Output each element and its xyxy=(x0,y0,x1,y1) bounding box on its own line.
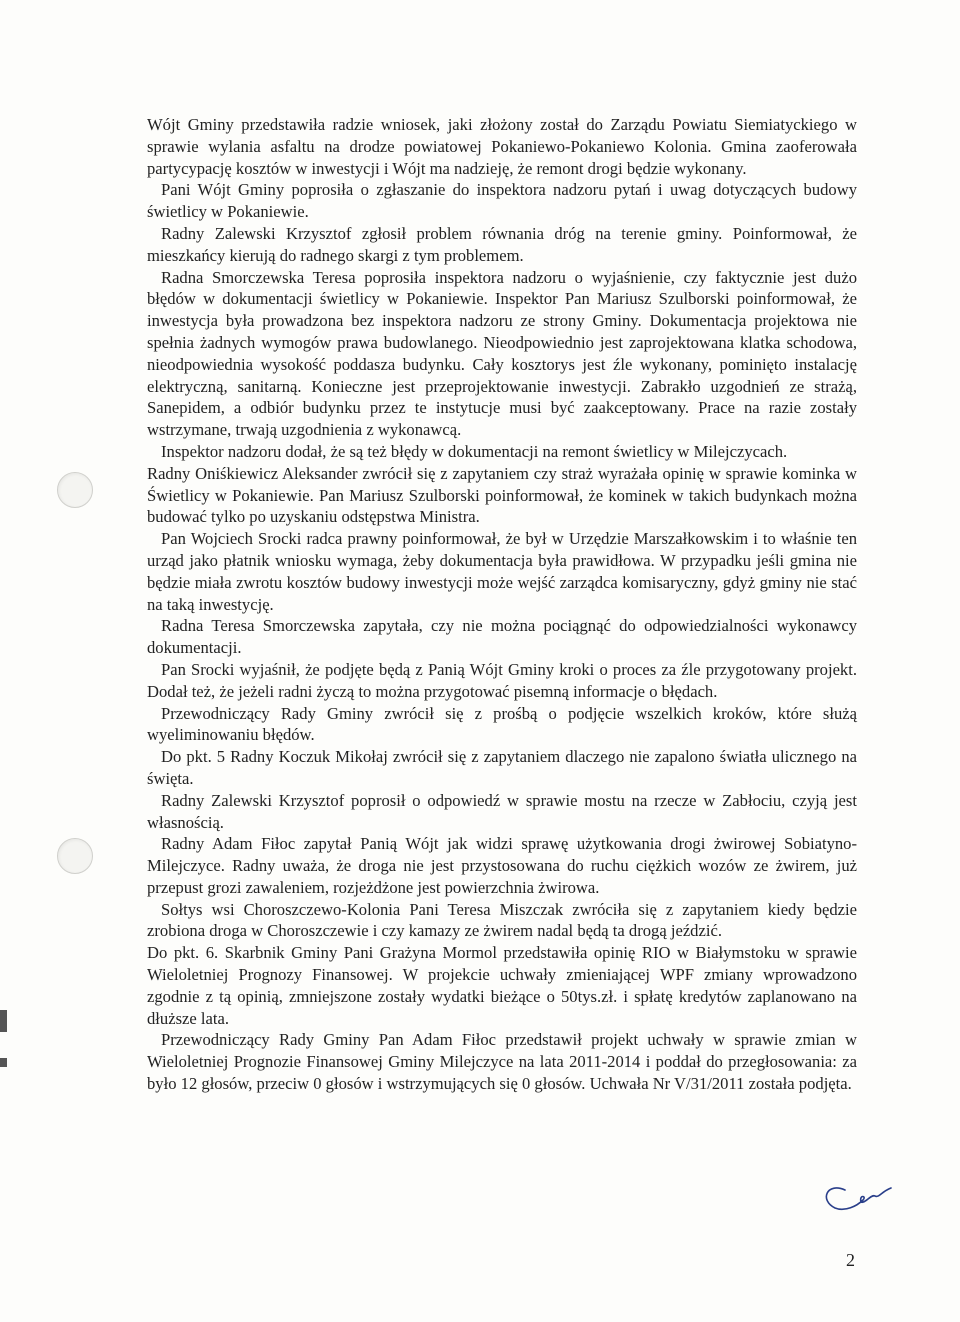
page-number: 2 xyxy=(846,1250,855,1270)
paragraph: Radna Smorczewska Teresa poprosiła inspektora nadzoru o wyjaśnienie, czy faktycznie jest dużo błędów w dokumentacji świetlicy w Pokaniewie. Inspektor Pan Mariusz Szulborski poinformował, że inwestycja była prowadzona bez inspektora nadzoru ze strony Gminy. Dokumentacja projektowa nie spełnia żadnych wymogów prawa budowlanego. Nieodpowiednio jest zaprojektowana klatka schodowa, nieodpowiednia wysokość poddasza budynku. Cały kosztorys jest źle wykonany, pominięto instalację elektryczną, sanitarną. Konieczne jest przeprojektowanie inwestycji. Zabrakło uzgodnień ze strażą, Sanepidem, a odbiór budynku przez te instytucje musi być zaakceptowany. Prace na razie zostały wstrzymane, trwają uzgodnienia z wykonawcą. xyxy=(147,267,857,440)
body-text xyxy=(147,114,857,1095)
punch-hole xyxy=(57,838,93,874)
paragraph: Radna Teresa Smorczewska zapytała, czy nie można pociągnąć do odpowiedzialności wykonawcy dokumentacji. xyxy=(147,616,857,658)
paragraph: Pan Wojciech Srocki radca prawny poinformował, że był w Urzędzie Marszałkowskim i to właśnie ten urząd jako płatnik wniosku wymaga, żeby dokumentacja była prawidłowa. W przypadku jeśli gmina nie będzie miała zwrotu kosztów budowy inwestycji może wejść zarządca komisaryczny, gdyż gminy nie stać na taką inwestycję. xyxy=(147,529,857,614)
paragraph: Radny Zalewski Krzysztof zgłosił problem równania dróg na terenie gminy. Poinformował, że mieszkańcy kierują do radnego skargi z tym problemem. xyxy=(147,223,857,265)
paragraph: Do pkt. 6. Skarbnik Gminy Pani Grażyna Mormol przedstawiła opinię RIO w Białymstoku w sprawie Wieloletniej Prognozy Finansowej. W projekcie uchwały zmieniającej WPF zmiany wprowadzono zgodnie z tą opinią, zmniejszone zostały wydatki bieżące o 50tys.zł. i spłatę kredytów zaplanowano na dłuższe lata. xyxy=(147,943,857,1028)
scan-edge-mark xyxy=(0,1010,7,1032)
paragraph: Przewodniczący Rady Gminy Pan Adam Fiłoc przedstawił projekt uchwały w sprawie zmian w Wieloletniej Prognozie Finansowej Gminy Milejczyce na lata 2011-2014 i poddał do przegłosowania: za było 12 głosów, przeciw 0 głosów i wstrzymujących się 0 głosów. Uchwała Nr V/31/2011 została podjęta. xyxy=(147,1030,857,1094)
paragraph: Radny Adam Fiłoc zapytał Panią Wójt jak widzi sprawę użytkowania drogi żwirowej Sobiatyno-Milejczyce. Radny uważa, że droga nie jest przystosowana do ruchu ciężkich wozów ze żwirem, już przepust grozi zawaleniem, rozjeżdżone jest powierzchnia żwirowa. xyxy=(147,834,857,897)
paragraph: Sołtys wsi Choroszczewo-Kolonia Pani Teresa Miszczak zwróciła się z zapytaniem kiedy będzie zrobiona droga w Choroszczewie i czy kamazy ze żwirem nadal będą ta drogą jeździć. xyxy=(147,899,857,941)
paragraph: Przewodniczący Rady Gminy zwrócił się z prośbą o podjęcie wszelkich kroków, które służą wyeliminowaniu błędów. xyxy=(147,703,857,745)
paragraph: Pan Srocki wyjaśnił, że podjęte będą z Panią Wójt Gminy kroki o proces za źle przygotowany projekt. Dodał też, że jeżeli radni życzą to można przygotować pisemną informacje o błędach. xyxy=(147,659,857,701)
paragraph: Do pkt. 5 Radny Koczuk Mikołaj zwrócił się z zapytaniem dlaczego nie zapalono światła ulicznego na święta. xyxy=(147,747,857,788)
signature-mark xyxy=(815,1170,895,1220)
paragraph: Wójt Gminy przedstawiła radzie wniosek, jaki złożony został do Zarządu Powiatu Siemiatyckiego w sprawie wylania asfaltu na drodze powiatowej Pokaniewo-Pokaniewo Kolonia. Gmina zaoferowała partycypację kosztów w inwestycji i Wójt ma nadzieję, że remont drogi będzie wykonany. xyxy=(147,115,857,178)
scan-edge-mark xyxy=(0,1058,7,1067)
punch-hole xyxy=(57,472,93,508)
paragraph: Pani Wójt Gminy poprosiła o zgłaszanie do inspektora nadzoru pytań i uwag dotyczących budowy świetlicy w Pokaniewie. xyxy=(147,180,857,222)
paragraph: Radny Zalewski Krzysztof poprosił o odpowiedź w sprawie mostu na rzecze w Zabłociu, czyją jest własnością. xyxy=(147,790,857,832)
paragraph: Inspektor nadzoru dodał, że są też błędy w dokumentacji na remont świetlicy w Milejczycach. xyxy=(161,441,788,461)
paragraph: Radny Oniśkiewicz Aleksander zwrócił się z zapytaniem czy straż wyrażała opinię w sprawie kominka w Świetlicy w Pokaniewie. Pan Mariusz Szulborski poinformował, że kominek w takich budynkach można budować tylko po uzyskaniu odstępstwa Ministra. xyxy=(147,463,857,527)
